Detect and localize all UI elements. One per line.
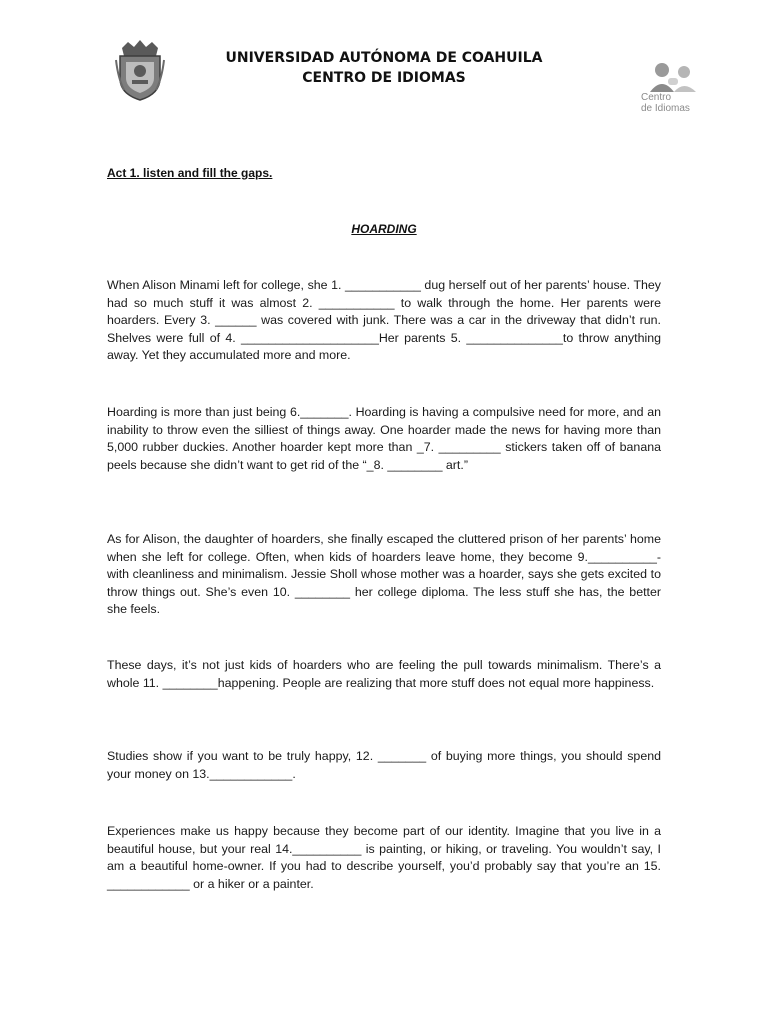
- paragraph-2: Hoarding is more than just being 6._______. Hoarding is having a compulsive need for more, and an inability to throw even the silliest of things away. One hoarder made the news for having more than 5,000 rubber duckies. Another hoarder kept more than _7. _________ stickers taken off of banana peels because she didn’t want to get rid of the “_8. ________ art.”: [107, 405, 661, 472]
- language-center-caption: [641, 92, 709, 114]
- paragraph-5: Studies show if you want to be truly happy, 12. _______ of buying more things, you should spend your money on 13.____________.: [107, 749, 661, 781]
- paragraph-4: These days, it’s not just kids of hoarders who are feeling the pull towards minimalism. There’s a whole 11. ________happening. People are realizing that more stuff does not equal more happiness.: [107, 658, 661, 690]
- university-name: UNIVERSIDAD AUTÓNOMA DE COAHUILA: [225, 50, 543, 66]
- paragraph-1: When Alison Minami left for college, she 1. ___________ dug herself out of her parents’ house. They had so much stuff it was almost 2. ___________ to walk through the home. Her parents were hoarders. Every 3. ______ was covered with junk. There was a car in the driveway that didn’t run. Shelves were full of 4. ____________________Her parents 5. ______________to throw anything away. Yet they accumulated more and more.: [107, 278, 661, 363]
- reading-title: HOARDING: [351, 222, 417, 236]
- paragraph-6: Experiences make us happy because they become part of our identity. Imagine that you live in a beautiful house, but your real 14.__________ is painting, or hiking, or traveling. You wouldn’t say, I am a beautiful home-owner. If you had to describe yourself, you’d probably say that you’re an 15. ____________ or a hiker or a painter.: [107, 824, 661, 891]
- caption-line-1: Centro: [641, 92, 672, 103]
- paragraph-3: As for Alison, the daughter of hoarders, she finally escaped the cluttered prison of her parents’ home when she left for college. Often, when kids of hoarders leave home, they become 9.__________- with cleanliness and minimalism. Jessie Sholl whose mother was a hoarder, says she gets excited to throw things out. She’s even 10. ________ her college diploma. The less stuff she has, the better she feels.: [107, 532, 661, 617]
- caption-line-2: de Idiomas: [641, 103, 690, 114]
- activity-instruction: Act 1. listen and fill the gaps.: [107, 166, 273, 180]
- center-name: CENTRO DE IDIOMAS: [302, 70, 466, 86]
